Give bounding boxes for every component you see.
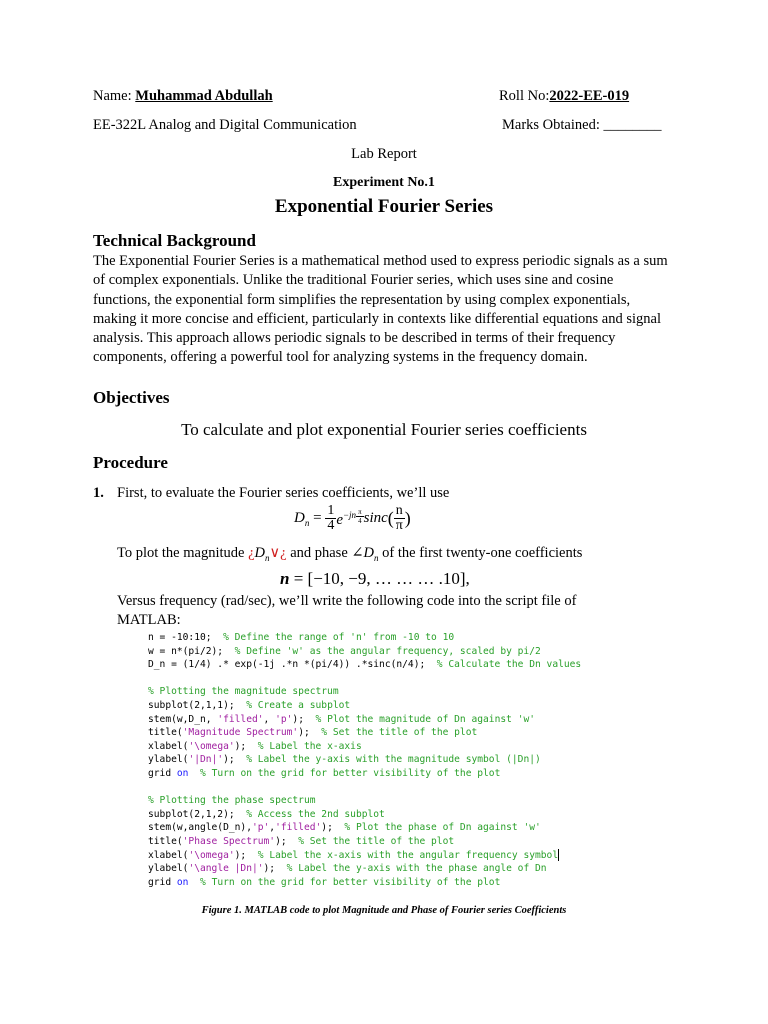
formula-fraction-one-quarter: $\frac{1}{4}$ — [327, 503, 335, 533]
code-comment: % Set the title of the plot — [321, 727, 478, 739]
experiment-number: Experiment No.1 — [333, 175, 435, 190]
code-string: '\angle |Dn|' — [188, 863, 264, 875]
code-text: ylabel( — [148, 863, 189, 875]
angle-symbol: ∠ — [351, 545, 364, 561]
code-comment: % Create a subplot — [246, 699, 351, 711]
code-text: stem(w,angle(D_n), — [148, 822, 252, 834]
code-text: grid — [148, 876, 177, 888]
code-string: 'Magnitude Spectrum' — [182, 727, 299, 739]
n-range-value: = [−10, −9, … … … .10], — [289, 569, 470, 588]
code-text: grid — [148, 767, 177, 779]
code-comment: % Define the range of 'n' from -10 to 10 — [223, 632, 455, 643]
step-number: 1. — [93, 485, 104, 501]
code-text: stem(w,D_n, — [148, 713, 218, 725]
technical-background-text: The Exponential Fourier Series is a mathematical method used to express periodic signals as a sum of complex exponentials. Unlike the traditional Fourier series, which uses sine and cosine functions, the exponential form simplifies the representation by using complex exponentials, making it more concise and efficient, particularly in contexts like differential equations and signal analysis. This approach allows periodic signals to be described in terms of their frequency components, offering a powerful tool for analyzing systems in the frequency domain. — [93, 253, 668, 366]
code-comment: % Label the x-axis with the angular frequency symbol — [257, 849, 559, 861]
code-line — [148, 713, 581, 727]
code-comment: % Access the 2nd subplot — [246, 808, 385, 820]
code-keyword: on — [176, 876, 189, 888]
plot-instruction-line: To plot the magnitude ¿$D_n\vee¿$ and phase $\angle D_n$ of the first twenty-one coefficients — [117, 545, 583, 563]
magnitude-open-glyph: ¿ — [248, 545, 255, 561]
code-text: , — [269, 822, 276, 834]
roll-number: 2022-EE-019 — [549, 88, 630, 104]
code-comment: % Label the y-axis with the phase angle of Dn — [286, 863, 547, 875]
code-line — [148, 808, 581, 822]
figure-caption: Figure 1. MATLAB code to plot Magnitude and Phase of Fourier series Coefficients — [201, 905, 567, 916]
code-line — [148, 767, 581, 781]
code-text: ); — [298, 727, 322, 739]
code-comment: % Turn on the grid for better visibility of the plot — [200, 767, 501, 779]
code-comment: % Plotting the phase spectrum — [148, 795, 316, 807]
code-text: ); — [275, 835, 299, 847]
code-line — [148, 699, 581, 713]
code-text: ); — [292, 713, 316, 725]
code-text: xlabel( — [148, 740, 189, 752]
code-line — [148, 685, 581, 699]
code-text: subplot(2,1,2); — [148, 808, 247, 820]
code-line — [148, 849, 581, 863]
formula-dn: $D_n$ — [294, 509, 310, 528]
code-text: , — [263, 713, 276, 725]
name-label: Name: — [93, 88, 136, 104]
code-text: n = -10:10; — [148, 632, 224, 643]
n-range-expression — [280, 569, 470, 589]
code-line — [148, 876, 581, 890]
student-name: Muhammad Abdullah — [135, 88, 273, 104]
code-string: 'filled' — [275, 822, 322, 834]
course-name: EE-322L Analog and Digital Communication — [93, 117, 357, 133]
code-line — [148, 862, 581, 876]
code-text: ); — [263, 863, 287, 875]
code-string: '|Dn|' — [188, 754, 224, 766]
code-comment: % Label the y-axis with the magnitude symbol (|Dn|) — [246, 754, 541, 766]
code-text: ); — [234, 740, 258, 752]
code-line — [148, 645, 581, 659]
roll-number-line — [499, 88, 629, 105]
code-line — [148, 794, 581, 808]
formula-exponential: $e^{-jn \frac{\pi}{4}}$ — [336, 507, 362, 529]
code-line — [148, 781, 581, 795]
code-line — [148, 821, 581, 835]
text-cursor — [558, 849, 559, 861]
formula-equals: = — [313, 510, 322, 526]
code-string: '\omega' — [188, 740, 235, 752]
code-comment: % Calculate the Dn values — [436, 659, 582, 671]
code-text: ); — [321, 822, 345, 834]
code-comment: % Label the x-axis — [257, 740, 362, 752]
code-line — [148, 672, 581, 686]
code-text: w = n*(pi/2); — [148, 645, 235, 657]
code-line — [148, 753, 581, 767]
code-comment: % Plot the phase of Dn against 'w' — [344, 822, 541, 834]
technical-background-heading: Technical Background — [93, 231, 256, 250]
code-text: title( — [148, 835, 183, 847]
n-range-variable: n — [280, 569, 290, 588]
code-text: ); — [223, 754, 247, 766]
page-title: Exponential Fourier Series — [274, 196, 494, 217]
code-string: 'p' — [251, 822, 270, 834]
code-string: 'Phase Spectrum' — [182, 835, 276, 847]
code-line — [148, 740, 581, 754]
code-text: xlabel( — [148, 849, 189, 861]
code-text: title( — [148, 727, 183, 739]
matlab-code-block — [148, 631, 581, 889]
formula-sinc: sinc — [363, 510, 388, 526]
code-line — [148, 726, 581, 740]
code-comment: % Plotting the magnitude spectrum — [148, 686, 339, 698]
formula-fraction-n-over-pi: $\frac{n}{\pi}$ — [395, 503, 403, 533]
magnitude-dn: $D_n$ — [254, 545, 270, 563]
student-name-line — [93, 88, 273, 105]
step-text: First, to evaluate the Fourier series coefficients, we’ll use — [117, 485, 450, 501]
roll-label: Roll No: — [499, 88, 550, 104]
fourier-coefficient-formula: $D_n$ = $\frac{1}{4}$ $e^{-jn \frac{\pi}{4}}$ sinc( $\frac{n}{\pi}$ ) — [294, 503, 411, 533]
code-comment: % Turn on the grid for better visibility of the plot — [200, 876, 501, 888]
procedure-heading: Procedure — [93, 453, 168, 472]
code-text: ); — [234, 849, 258, 861]
code-keyword: on — [176, 767, 189, 779]
code-string: '\omega' — [188, 849, 235, 861]
code-text: D_n = (1/4) .* exp(-1j .*n *(pi/4)) .*sinc(n/4); — [148, 659, 437, 671]
code-text — [188, 877, 200, 888]
report-type: Lab Report — [351, 146, 417, 162]
code-comment: % Set the title of the plot — [298, 835, 455, 847]
code-comment: % Plot the magnitude of Dn against 'w' — [315, 713, 536, 725]
code-string: 'p' — [275, 713, 293, 725]
code-text — [188, 768, 200, 779]
objectives-heading: Objectives — [93, 388, 170, 407]
code-comment: % Define 'w' as the angular frequency, scaled by pi/2 — [234, 645, 541, 657]
marks-obtained: Marks Obtained: ________ — [502, 117, 662, 133]
code-line — [148, 631, 581, 645]
code-line — [148, 835, 581, 849]
code-line — [148, 658, 581, 672]
magnitude-close-glyph: ∨¿ — [269, 545, 287, 561]
phase-dn: $D_n$ — [363, 545, 379, 563]
objective-text: To calculate and plot exponential Fourier series coefficients — [181, 420, 587, 439]
code-text: ylabel( — [148, 754, 189, 766]
versus-text: Versus frequency (rad/sec), we’ll write the following code into the script file of MATLAB: — [117, 593, 577, 629]
code-text: subplot(2,1,1); — [148, 699, 247, 711]
code-string: 'filled' — [217, 713, 264, 725]
